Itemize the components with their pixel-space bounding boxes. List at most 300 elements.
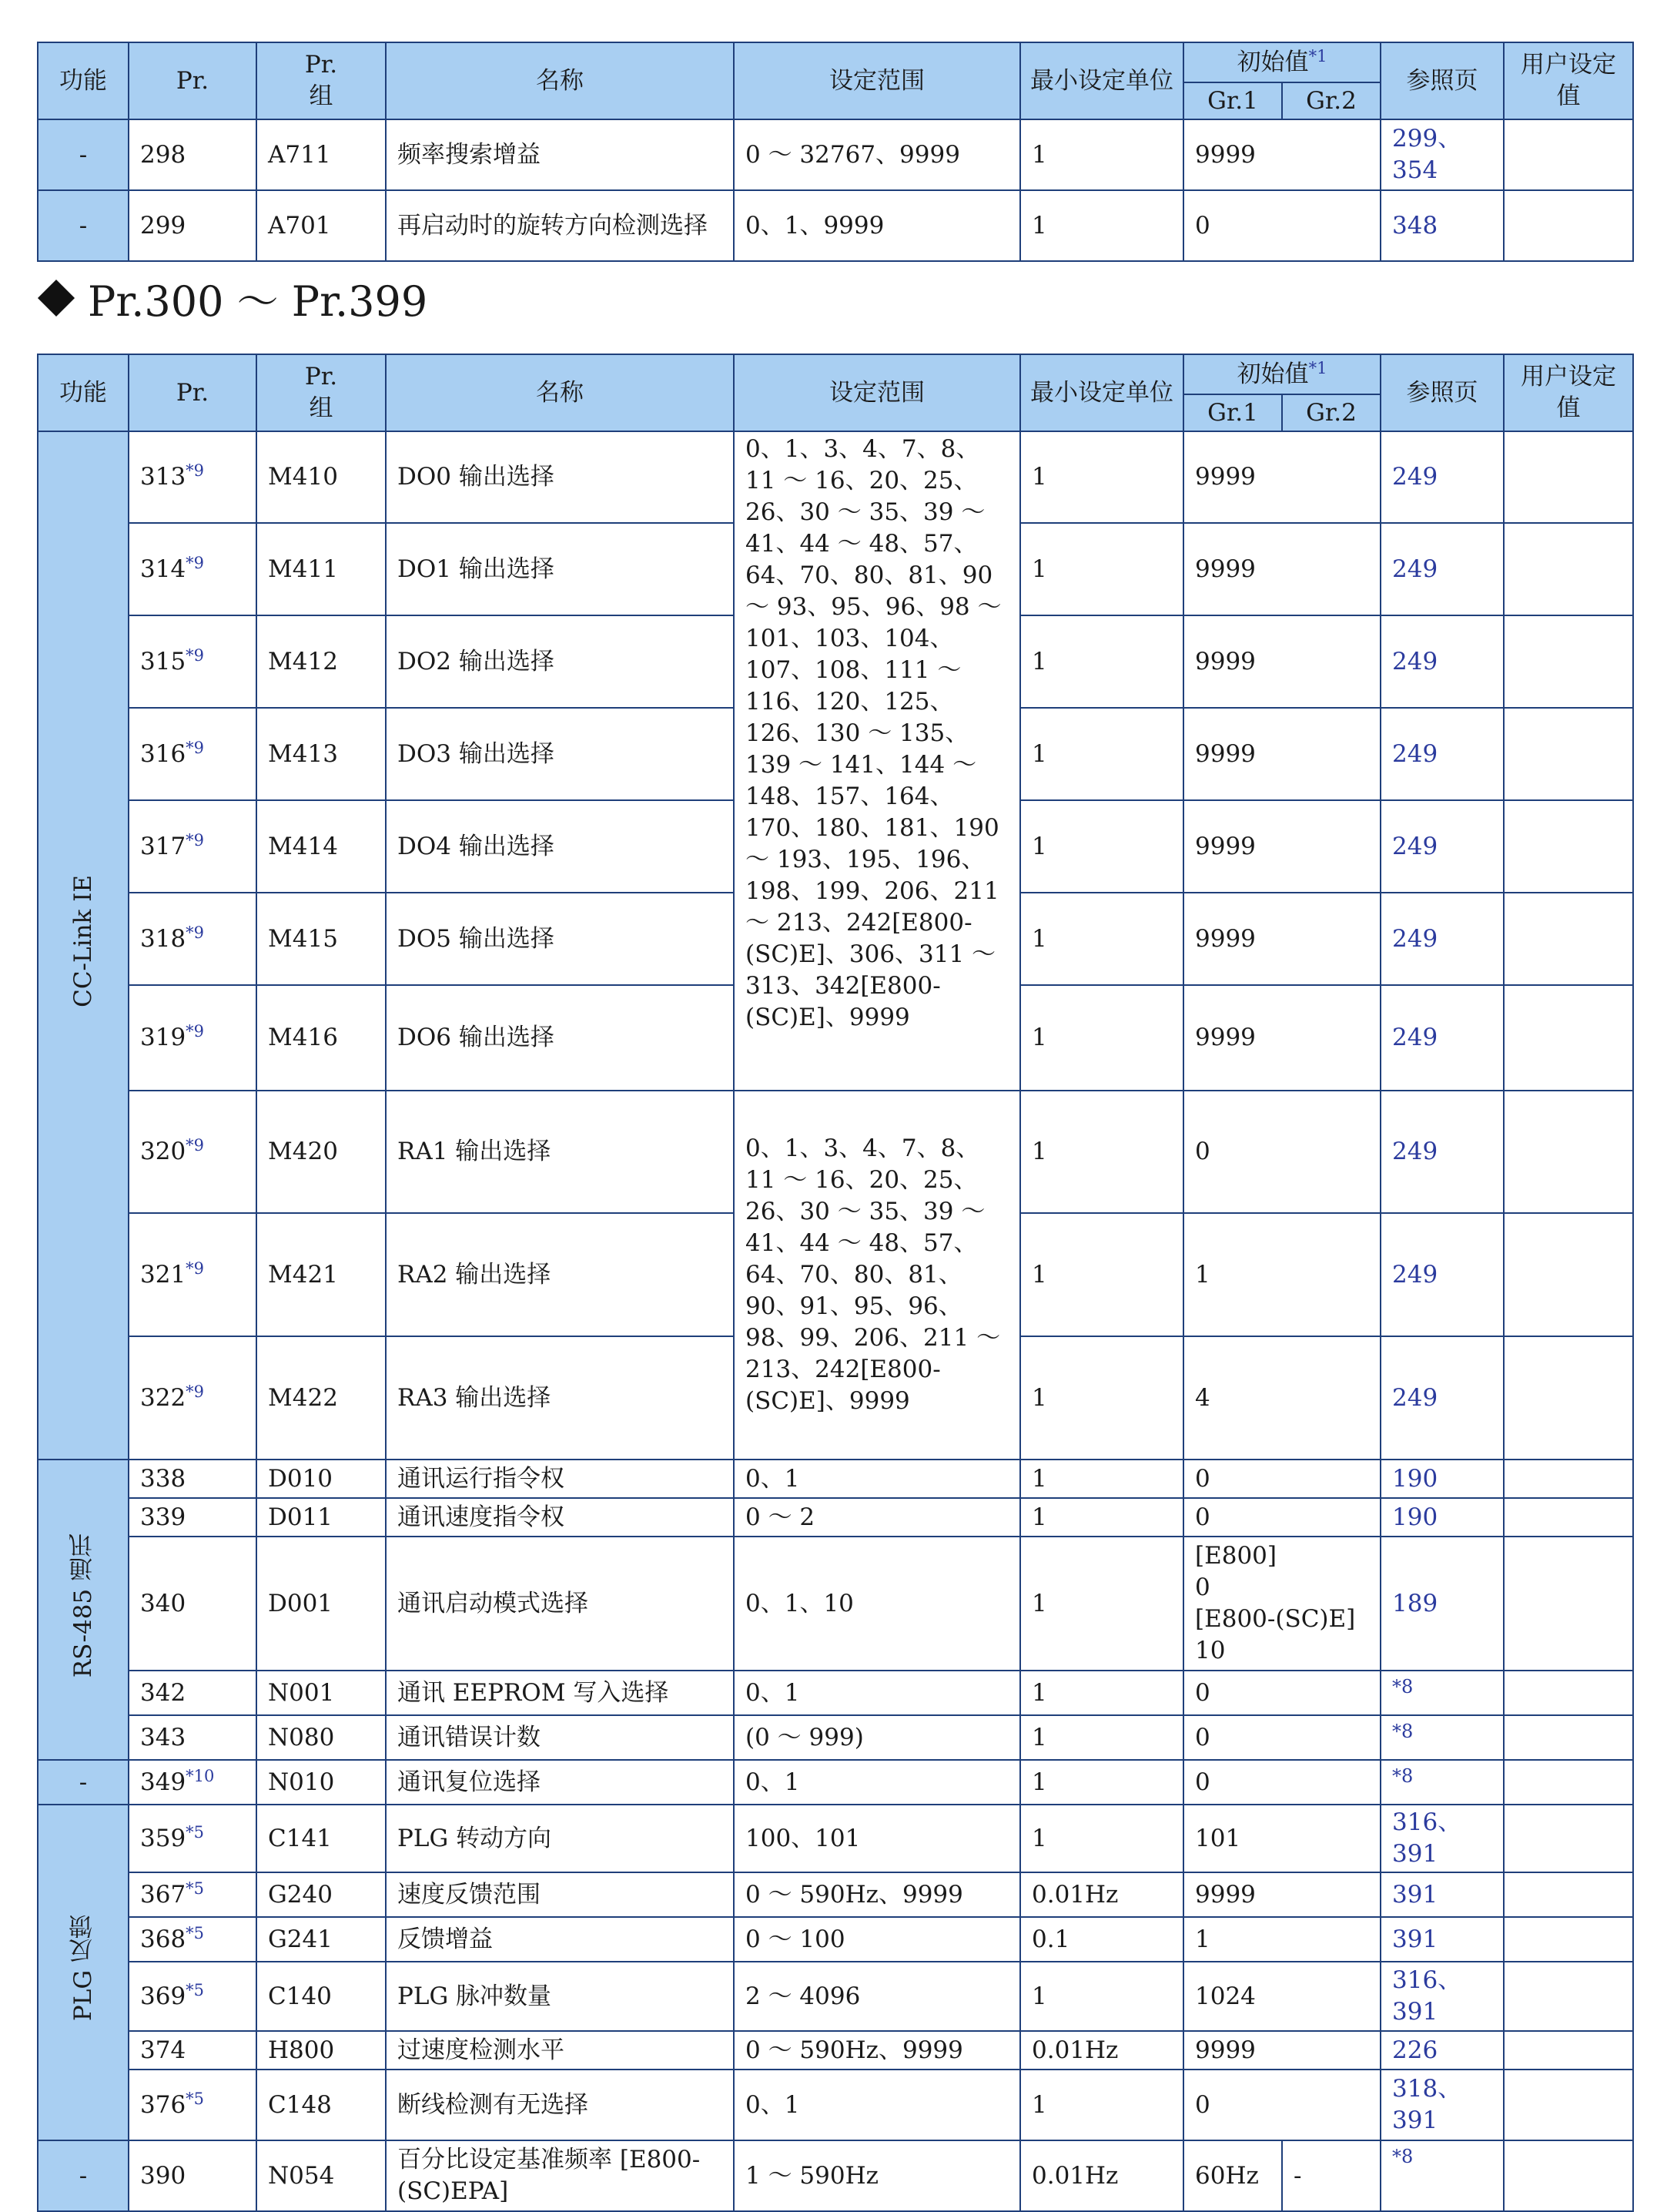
cell-user[interactable] — [1504, 985, 1633, 1091]
cell-group: N010 — [256, 1760, 386, 1805]
col-gr2: Gr.2 — [1282, 82, 1381, 119]
cell-user[interactable] — [1504, 2031, 1633, 2070]
cell-group: C141 — [256, 1805, 386, 1872]
cell-group: M422 — [256, 1336, 386, 1460]
cell-pr-note: *5 — [186, 1822, 205, 1842]
cell-ref-link[interactable]: 249 — [1381, 708, 1504, 800]
cell-user[interactable] — [1504, 2140, 1633, 2211]
cell-name: 通讯启动模式选择 — [386, 1537, 734, 1671]
cell-pr-value: 322 — [140, 1383, 186, 1412]
col-range: 设定范围 — [734, 42, 1020, 119]
cell-ref-link[interactable]: 316、391 — [1381, 1962, 1504, 2031]
cell-pr-note: *5 — [186, 1923, 205, 1942]
cell-ref-note[interactable]: *8 — [1381, 1715, 1504, 1760]
cell-name: DO1 输出选择 — [386, 523, 734, 615]
cell-pr — [129, 2140, 256, 2211]
col-gr2: Gr.2 — [1282, 394, 1381, 431]
cell-ref-link[interactable]: 316、391 — [1381, 1805, 1504, 1872]
cell-ref-link[interactable]: 249 — [1381, 523, 1504, 615]
cell-ref-link[interactable]: 299、354 — [1381, 119, 1504, 190]
cell-init: 9999 — [1183, 893, 1381, 985]
cell-group: M414 — [256, 800, 386, 893]
table-row — [38, 1715, 1633, 1760]
table-row — [38, 2070, 1633, 2140]
cell-pr-note: *10 — [186, 1766, 215, 1785]
cell-name: DO5 输出选择 — [386, 893, 734, 985]
col-group-line1: Pr. — [304, 363, 338, 390]
cell-ref-note[interactable]: *8 — [1381, 1760, 1504, 1805]
cell-ref-link[interactable]: 249 — [1381, 985, 1504, 1091]
cell-pr — [129, 431, 256, 523]
cell-pr — [129, 985, 256, 1091]
cell-group: C140 — [256, 1962, 386, 2031]
cell-group: M410 — [256, 431, 386, 523]
cell-group: M412 — [256, 615, 386, 708]
cell-pr-note: *5 — [186, 2089, 205, 2108]
cell-group: N054 — [256, 2140, 386, 2211]
cell-init-gr1: 60Hz — [1183, 2140, 1282, 2211]
cell-pr — [129, 1213, 256, 1336]
cell-unit: 1 — [1020, 1962, 1183, 2031]
table-row — [38, 1091, 1633, 1213]
cell-unit: 1 — [1020, 708, 1183, 800]
cell-init: 9999 — [1183, 615, 1381, 708]
cell-pr — [129, 708, 256, 800]
cell-pr — [129, 893, 256, 985]
cell-pr — [129, 1962, 256, 2031]
cell-init: 0 — [1183, 1760, 1381, 1805]
cell-pr — [129, 523, 256, 615]
col-group-line2: 组 — [309, 82, 333, 110]
col-name: 名称 — [386, 42, 734, 119]
cell-range: 0、1、3、4、7、8、11 ～ 16、20、25、26、30 ～ 35、39 ～ 41、44 ～ 48、57、64、70、80、81、90 ～ 93、95、96、98 ～ 101、103、104、107、108、111 ～ 116、120、125、126、130 ～ 135、139 ～ 141、144 ～ 148、157、164、170、180、181、190 ～ 193、195、196、198、199、206、211 ～ 213、242[E800-(SC)E]、306、311 ～ 313、342[E800-(SC)E]、9999 — [734, 431, 1020, 1091]
cell-init: 101 — [1183, 1805, 1381, 1872]
cell-user[interactable] — [1504, 190, 1633, 261]
cell-pr-value: 314 — [140, 555, 186, 583]
cell-range: 0、1 — [734, 1760, 1020, 1805]
cell-group: M413 — [256, 708, 386, 800]
cell-range: (0 ～ 999) — [734, 1715, 1020, 1760]
cell-user[interactable] — [1504, 1091, 1633, 1213]
col-initial — [1183, 42, 1381, 82]
cell-pr — [129, 1917, 256, 1962]
cell-func: - — [38, 190, 129, 261]
col-func: 功能 — [38, 354, 129, 431]
cell-init: 9999 — [1183, 1872, 1381, 1917]
table-row — [38, 1537, 1633, 1671]
cell-unit: 1 — [1020, 1336, 1183, 1460]
cell-group: M421 — [256, 1213, 386, 1336]
cell-init: 1024 — [1183, 1962, 1381, 2031]
cell-init: 9999 — [1183, 985, 1381, 1091]
cell-pr-value: 319 — [140, 1024, 186, 1051]
cell-pr-note: *5 — [186, 1879, 205, 1898]
cell-pr-value: 338 — [140, 1464, 186, 1493]
cell-user[interactable] — [1504, 523, 1633, 615]
col-func: 功能 — [38, 42, 129, 119]
cell-pr-value: 318 — [140, 924, 186, 953]
cell-ref-link[interactable]: 348 — [1381, 190, 1504, 261]
cell-unit: 1 — [1020, 523, 1183, 615]
col-user: 用户设定值 — [1504, 42, 1633, 119]
cell-user[interactable] — [1504, 615, 1633, 708]
func-group-cell — [38, 1460, 129, 1760]
cell-name: 通讯 EEPROM 写入选择 — [386, 1671, 734, 1715]
cell-init: 4 — [1183, 1336, 1381, 1460]
col-pr: Pr. — [129, 42, 256, 119]
col-ref: 参照页 — [1381, 42, 1504, 119]
cell-unit: 1 — [1020, 1091, 1183, 1213]
cell-user[interactable] — [1504, 1715, 1633, 1760]
cell-pr — [129, 1715, 256, 1760]
col-initial-label: 初始值 — [1237, 48, 1309, 76]
cell-pr — [129, 1760, 256, 1805]
section-title-text: Pr.300 ～ Pr.399 — [88, 277, 428, 326]
cell-init-line: [E800-(SC)E] — [1195, 1605, 1356, 1633]
cell-unit: 1 — [1020, 431, 1183, 523]
cell-name: DO3 输出选择 — [386, 708, 734, 800]
parameter-table-top — [37, 42, 1634, 262]
cell-user[interactable] — [1504, 1671, 1633, 1715]
cell-pr-value: 343 — [140, 1723, 186, 1751]
cell-user[interactable] — [1504, 1460, 1633, 1498]
cell-group: G240 — [256, 1872, 386, 1917]
cell-unit: 0.01Hz — [1020, 2031, 1183, 2070]
col-initial-note: *1 — [1308, 358, 1327, 377]
cell-ref-link[interactable]: 391 — [1381, 1917, 1504, 1962]
cell-pr-value: 316 — [140, 739, 186, 768]
cell-name: RA1 输出选择 — [386, 1091, 734, 1213]
cell-pr-value: 313 — [140, 463, 186, 491]
cell-pr-note: *9 — [186, 923, 205, 942]
cell-ref-link[interactable]: 249 — [1381, 431, 1504, 523]
cell-pr — [129, 1091, 256, 1213]
cell-range: 100、101 — [734, 1805, 1020, 1872]
cell-unit: 1 — [1020, 1671, 1183, 1715]
cell-user[interactable] — [1504, 2070, 1633, 2140]
cell-user[interactable] — [1504, 1498, 1633, 1537]
col-initial-note: *1 — [1308, 46, 1327, 65]
cell-pr-note: *9 — [186, 738, 205, 757]
col-range: 设定范围 — [734, 354, 1020, 431]
cell-group: M420 — [256, 1091, 386, 1213]
cell-init: 9999 — [1183, 119, 1381, 190]
cell-init: 0 — [1183, 1715, 1381, 1760]
cell-pr-note: *9 — [186, 461, 205, 480]
cell-ref-note[interactable]: *8 — [1381, 1671, 1504, 1715]
cell-unit: 1 — [1020, 1460, 1183, 1498]
cell-pr — [129, 1671, 256, 1715]
cell-user[interactable] — [1504, 119, 1633, 190]
cell-unit: 1 — [1020, 2070, 1183, 2140]
cell-pr-value: 342 — [140, 1678, 186, 1707]
cell-range: 0 ～ 32767、9999 — [734, 119, 1020, 190]
cell-name: 再启动时的旋转方向检测选择 — [386, 190, 734, 261]
cell-range: 0、1 — [734, 1671, 1020, 1715]
cell-pr — [129, 1805, 256, 1872]
table-row — [38, 1760, 1633, 1805]
cell-pr — [129, 1498, 256, 1537]
col-gr1: Gr.1 — [1183, 82, 1282, 119]
cell-ref-link[interactable]: 190 — [1381, 1460, 1504, 1498]
cell-unit: 1 — [1020, 1213, 1183, 1336]
cell-ref-link[interactable]: 249 — [1381, 615, 1504, 708]
cell-user[interactable] — [1504, 1962, 1633, 2031]
cell-ref-link[interactable]: 249 — [1381, 1213, 1504, 1336]
cell-ref-link[interactable]: 249 — [1381, 893, 1504, 985]
cell-init: 9999 — [1183, 431, 1381, 523]
cell-pr — [129, 2031, 256, 2070]
cell-unit: 1 — [1020, 615, 1183, 708]
cell-init-line: 10 — [1195, 1637, 1226, 1664]
cell-pr-note: *9 — [186, 1258, 205, 1278]
cell-group: G241 — [256, 1917, 386, 1962]
cell-name: PLG 转动方向 — [386, 1805, 734, 1872]
cell-pr: 298 — [129, 119, 256, 190]
cell-group: D011 — [256, 1498, 386, 1537]
cell-unit: 1 — [1020, 190, 1183, 261]
table-row — [38, 190, 1633, 261]
table-row — [38, 1498, 1633, 1537]
col-ref: 参照页 — [1381, 354, 1504, 431]
cell-user[interactable] — [1504, 708, 1633, 800]
cell-pr-value: 349 — [140, 1768, 186, 1796]
cell-name: RA3 输出选择 — [386, 1336, 734, 1460]
cell-ref-link[interactable]: 318、391 — [1381, 2070, 1504, 2140]
cell-pr-value: 367 — [140, 1880, 186, 1909]
table-row — [38, 119, 1633, 190]
cell-user[interactable] — [1504, 1760, 1633, 1805]
cell-name: 过速度检测水平 — [386, 2031, 734, 2070]
cell-unit: 0.01Hz — [1020, 1872, 1183, 1917]
cell-unit: 0.01Hz — [1020, 2140, 1183, 2211]
col-name: 名称 — [386, 354, 734, 431]
cell-unit: 1 — [1020, 1805, 1183, 1872]
cell-unit: 1 — [1020, 1715, 1183, 1760]
cell-group: N080 — [256, 1715, 386, 1760]
cell-range: 1 ～ 590Hz — [734, 2140, 1020, 2211]
section-title — [38, 271, 427, 333]
cell-group: H800 — [256, 2031, 386, 2070]
cell-user[interactable] — [1504, 1537, 1633, 1671]
cell-pr-value: 339 — [140, 1503, 186, 1531]
cell-group: C148 — [256, 2070, 386, 2140]
cell-group: M416 — [256, 985, 386, 1091]
cell-unit: 1 — [1020, 1498, 1183, 1537]
cell-user[interactable] — [1504, 893, 1633, 985]
cell-unit: 1 — [1020, 893, 1183, 985]
cell-name: 频率搜索增益 — [386, 119, 734, 190]
col-min-unit: 最小设定单位 — [1020, 42, 1183, 119]
cell-name: 反馈增益 — [386, 1917, 734, 1962]
cell-init: 0 — [1183, 1460, 1381, 1498]
cell-range: 0、1、10 — [734, 1537, 1020, 1671]
table-row — [38, 1917, 1633, 1962]
cell-name: DO4 输出选择 — [386, 800, 734, 893]
cell-pr — [129, 615, 256, 708]
cell-init: 9999 — [1183, 708, 1381, 800]
cell-name: 断线检测有无选择 — [386, 2070, 734, 2140]
col-initial — [1183, 354, 1381, 394]
cell-range: 0、1 — [734, 2070, 1020, 2140]
cell-range: 0 ～ 2 — [734, 1498, 1020, 1537]
cell-pr-note: *9 — [186, 645, 205, 665]
cell-group: A701 — [256, 190, 386, 261]
cell-init-line: 0 — [1195, 1574, 1210, 1601]
cell-user[interactable] — [1504, 1336, 1633, 1460]
cell-name: RA2 输出选择 — [386, 1213, 734, 1336]
cell-ref-link[interactable]: 226 — [1381, 2031, 1504, 2070]
cell-ref-link[interactable]: 249 — [1381, 800, 1504, 893]
cell-pr-note: *9 — [186, 553, 205, 572]
cell-range: 0 ～ 590Hz、9999 — [734, 2031, 1020, 2070]
cell-init-gr2: - — [1282, 2140, 1381, 2211]
cell-name: 通讯运行指令权 — [386, 1460, 734, 1498]
cell-pr — [129, 2070, 256, 2140]
func-group-cell — [38, 431, 129, 1460]
cell-unit: 1 — [1020, 1760, 1183, 1805]
table-row — [38, 2140, 1633, 2211]
cell-init: 0 — [1183, 190, 1381, 261]
cell-user[interactable] — [1504, 800, 1633, 893]
cell-group: D001 — [256, 1537, 386, 1671]
cell-name: DO6 输出选择 — [386, 985, 734, 1091]
cell-range: 2 ～ 4096 — [734, 1962, 1020, 2031]
cell-pr-value: 320 — [140, 1138, 186, 1165]
cell-pr-value: 317 — [140, 832, 186, 860]
col-group — [256, 42, 386, 119]
cell-pr-value: 321 — [140, 1260, 186, 1289]
cell-name: PLG 脉冲数量 — [386, 1962, 734, 2031]
cell-init: 0 — [1183, 1498, 1381, 1537]
cell-init: 1 — [1183, 1917, 1381, 1962]
cell-pr-value: 368 — [140, 1925, 186, 1953]
func-group-cell — [38, 1805, 129, 2140]
cell-group: D010 — [256, 1460, 386, 1498]
col-min-unit: 最小设定单位 — [1020, 354, 1183, 431]
cell-init: 9999 — [1183, 523, 1381, 615]
cell-pr-value: 315 — [140, 647, 186, 675]
table-row — [38, 1805, 1633, 1872]
cell-unit: 1 — [1020, 800, 1183, 893]
cell-ref-link[interactable]: 190 — [1381, 1498, 1504, 1537]
cell-user[interactable] — [1504, 1805, 1633, 1872]
cell-func: - — [38, 2140, 129, 2211]
cell-pr-note: *9 — [186, 830, 205, 850]
cell-pr-note: *9 — [186, 1022, 205, 1041]
cell-name: 百分比设定基准频率 [E800-(SC)EPA] — [386, 2140, 734, 2211]
cell-pr — [129, 1872, 256, 1917]
cell-pr: 299 — [129, 190, 256, 261]
cell-range: 0、1、3、4、7、8、11 ～ 16、20、25、26、30 ～ 35、39 ～ 41、44 ～ 48、57、64、70、80、81、90、91、95、96、98、99、206、211 ～ 213、242[E800-(SC)E]、9999 — [734, 1091, 1020, 1460]
cell-pr-value: 376 — [140, 2090, 186, 2119]
cell-group: M415 — [256, 893, 386, 985]
func-group-label: RS-485 通讯 — [69, 1533, 97, 1678]
cell-init: 0 — [1183, 1091, 1381, 1213]
cell-group: A711 — [256, 119, 386, 190]
col-group-line1: Pr. — [304, 51, 338, 79]
cell-name: DO0 输出选择 — [386, 431, 734, 523]
table-row — [38, 1962, 1633, 2031]
cell-name: 通讯速度指令权 — [386, 1498, 734, 1537]
cell-init-line: [E800] — [1195, 1542, 1277, 1570]
cell-init: 9999 — [1183, 800, 1381, 893]
diamond-bullet-icon — [38, 280, 75, 317]
col-user: 用户设定值 — [1504, 354, 1633, 431]
cell-pr — [129, 1336, 256, 1460]
cell-pr — [129, 1460, 256, 1498]
table-header — [38, 42, 1633, 119]
col-initial-label: 初始值 — [1237, 360, 1309, 388]
cell-name: DO2 输出选择 — [386, 615, 734, 708]
cell-name: 通讯错误计数 — [386, 1715, 734, 1760]
cell-func: - — [38, 1760, 129, 1805]
col-gr1: Gr.1 — [1183, 394, 1282, 431]
cell-ref-link[interactable]: 391 — [1381, 1872, 1504, 1917]
table-row — [38, 2031, 1633, 2070]
cell-name: 通讯复位选择 — [386, 1760, 734, 1805]
cell-init: 9999 — [1183, 2031, 1381, 2070]
cell-init: 0 — [1183, 1671, 1381, 1715]
cell-init: 0 — [1183, 2070, 1381, 2140]
cell-ref-link[interactable]: 189 — [1381, 1537, 1504, 1671]
col-pr: Pr. — [129, 354, 256, 431]
cell-pr-value: 374 — [140, 2036, 186, 2064]
cell-unit: 1 — [1020, 985, 1183, 1091]
cell-pr-value: 369 — [140, 1982, 186, 2010]
cell-init: 1 — [1183, 1213, 1381, 1336]
cell-func: - — [38, 119, 129, 190]
cell-pr-value: 340 — [140, 1589, 186, 1617]
cell-range: 0 ～ 590Hz、9999 — [734, 1872, 1020, 1917]
parameter-table-main — [37, 354, 1634, 2212]
col-group-line2: 组 — [309, 394, 333, 422]
cell-user[interactable] — [1504, 1872, 1633, 1917]
cell-range: 0、1 — [734, 1460, 1020, 1498]
cell-init — [1183, 1537, 1381, 1671]
cell-unit: 1 — [1020, 1537, 1183, 1671]
cell-user[interactable] — [1504, 1917, 1633, 1962]
func-group-label: CC-Link IE — [69, 875, 97, 1007]
cell-user[interactable] — [1504, 1213, 1633, 1336]
table-header — [38, 354, 1633, 431]
cell-name: 速度反馈范围 — [386, 1872, 734, 1917]
table-row — [38, 431, 1633, 523]
cell-ref-link[interactable]: 249 — [1381, 1336, 1504, 1460]
table-row — [38, 1460, 1633, 1498]
cell-group: N001 — [256, 1671, 386, 1715]
cell-pr-note: *5 — [186, 1980, 205, 1999]
cell-ref-link[interactable]: 249 — [1381, 1091, 1504, 1213]
cell-pr — [129, 1537, 256, 1671]
cell-pr-note: *9 — [186, 1136, 205, 1155]
cell-pr-note: *9 — [186, 1382, 205, 1401]
cell-user[interactable] — [1504, 431, 1633, 523]
cell-unit: 0.1 — [1020, 1917, 1183, 1962]
cell-ref-note[interactable]: *8 — [1381, 2140, 1504, 2211]
col-group — [256, 354, 386, 431]
cell-unit: 1 — [1020, 119, 1183, 190]
cell-pr-value: 390 — [140, 2161, 186, 2190]
table-row — [38, 1671, 1633, 1715]
table-row — [38, 1872, 1633, 1917]
cell-range: 0 ～ 100 — [734, 1917, 1020, 1962]
cell-pr-value: 359 — [140, 1824, 186, 1852]
cell-range: 0、1、9999 — [734, 190, 1020, 261]
func-group-label: PLG 反馈 — [69, 1915, 97, 2022]
cell-pr — [129, 800, 256, 893]
cell-group: M411 — [256, 523, 386, 615]
